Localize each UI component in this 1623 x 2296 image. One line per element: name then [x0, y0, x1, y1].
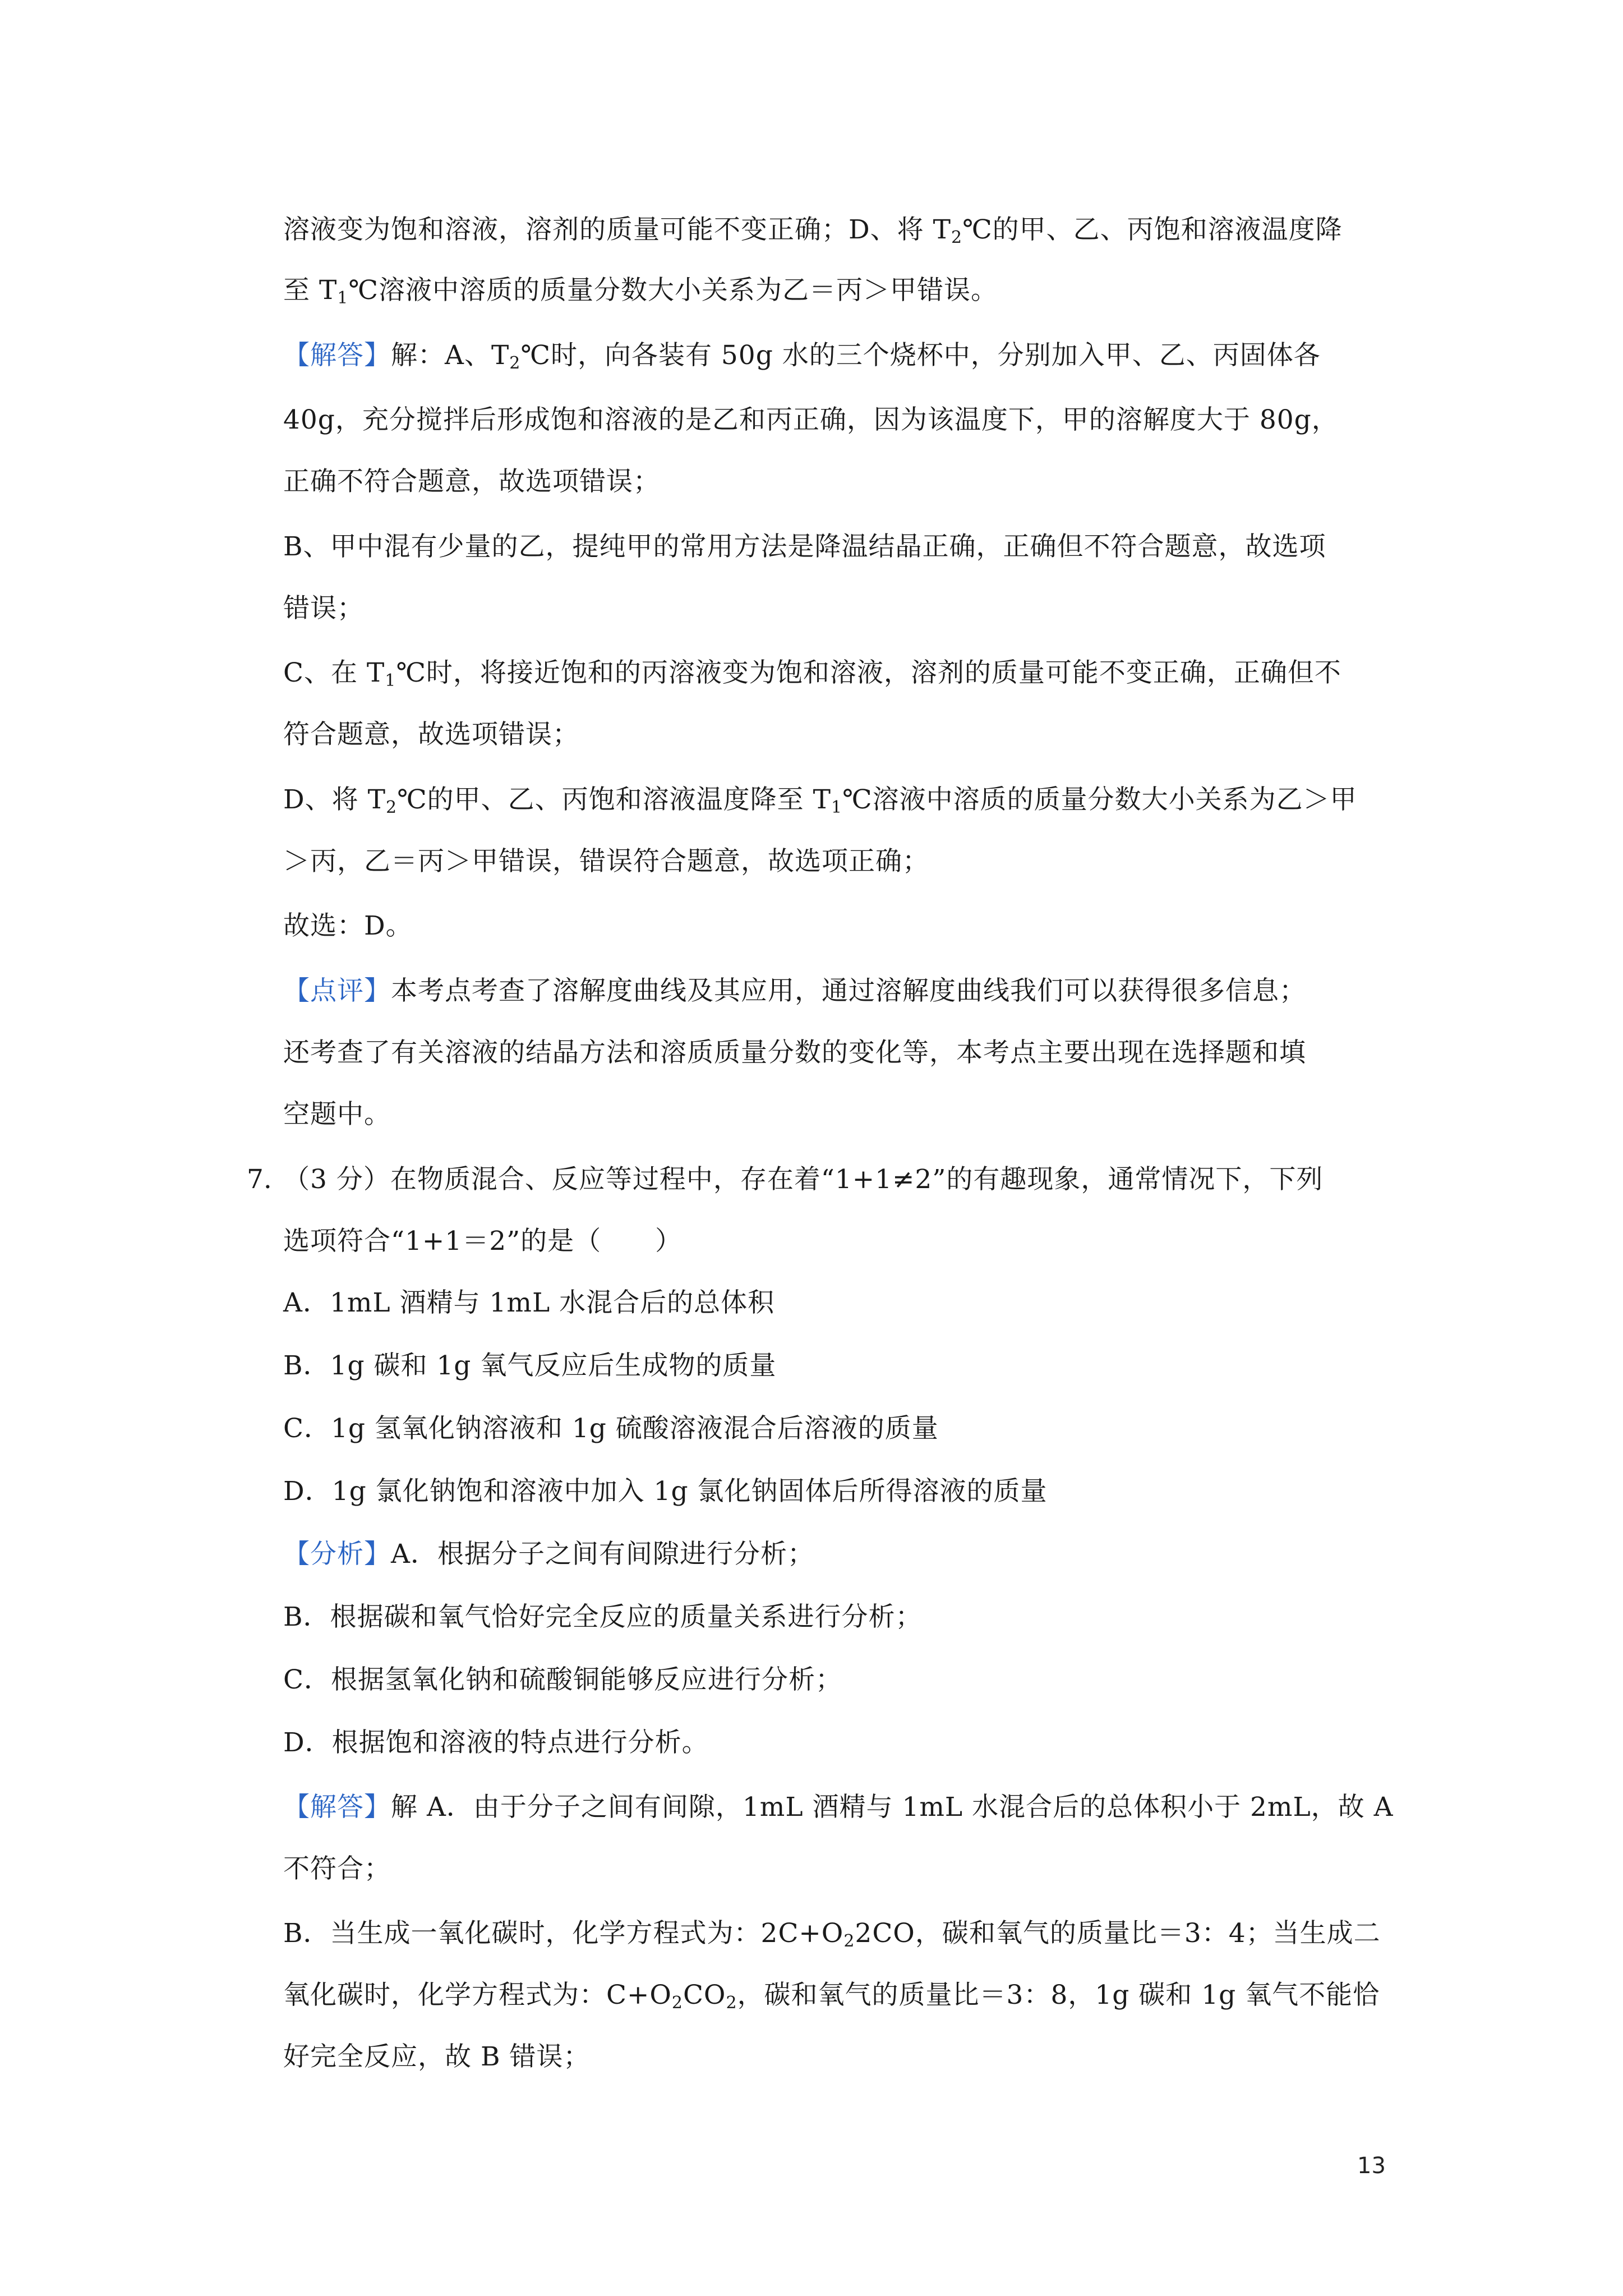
- analysis-line-3: C．根据氢氧化钠和硫酸铜能够反应进行分析；: [283, 1664, 842, 1695]
- question-stem-line-1: （3 分）在物质混合、反应等过程中，存在着“1+1≠2”的有趣现象，通常情况下，下列: [283, 1164, 1324, 1195]
- prev-answer-line-c2: 符合题意，故选项错误；: [283, 719, 579, 750]
- option-b: B．1g 碳和 1g 氧气反应后生成物的质量: [283, 1350, 777, 1381]
- answer-tag-q7: 【解答】: [283, 1792, 391, 1823]
- answer-line-a1: 【解答】解 A．由于分子之间有间隙，1mL 酒精与 1mL 水混合后的总体积小于 2mL，故 A: [283, 1792, 1394, 1823]
- prev-comment-line-2: 还考查了有关溶液的结晶方法和溶质质量分数的变化等，本考点主要出现在选择题和填: [283, 1037, 1306, 1068]
- prev-comment-line-1: 【点评】本考点考查了溶解度曲线及其应用，通过溶解度曲线我们可以获得很多信息；: [283, 976, 1306, 1006]
- question-number: 7.: [247, 1164, 272, 1195]
- answer-line-a2: 不符合；: [283, 1853, 391, 1884]
- option-d: D．1g 氯化钠饱和溶液中加入 1g 氯化钠固体后所得溶液的质量: [283, 1476, 1048, 1507]
- question-stem-line-2: 选项符合“1+1＝2”的是（ ）: [283, 1226, 683, 1257]
- prev-answer-line-a3: 正确不符合题意，故选项错误；: [283, 466, 660, 497]
- answer-line-b1: B．当生成一氧化碳时，化学方程式为：$2C+O_22CO$，碳和氧气的质量比＝3：4；当生成二: [283, 1918, 1381, 1951]
- prev-analysis-line-2: 至 $T_1℃$溶液中溶质的质量分数大小关系为乙＝丙＞甲错误。: [283, 275, 998, 308]
- prev-answer-line-b1: B、甲中混有少量的乙，提纯甲的常用方法是降温结晶正确，正确但不符合题意，故选项: [283, 531, 1326, 562]
- analysis-line-1: 【分析】A．根据分子之间有间隙进行分析；: [283, 1539, 814, 1570]
- prev-answer-line-c1: C、在 $T_1℃$时，将接近饱和的丙溶液变为饱和溶液，溶剂的质量可能不变正确，正确但不: [283, 657, 1341, 691]
- option-c: C．1g 氢氧化钠溶液和 1g 硫酸溶液混合后溶液的质量: [283, 1413, 939, 1444]
- answer-line-b3: 好完全反应，故 B 错误；: [283, 2041, 591, 2072]
- prev-answer-line-a1: 【解答】解：A、$T_2℃$时，向各装有 50g 水的三个烧杯中，分别加入甲、乙、丙固体各: [283, 340, 1321, 373]
- prev-answer-line-b2: 错误；: [283, 593, 364, 624]
- prev-answer-line-d1: D、将 $T_2℃$的甲、乙、丙饱和溶液温度降至 $T_1℃$溶液中溶质的质量分数大小关系为乙＞甲: [283, 784, 1357, 817]
- page-number: 13: [1357, 2153, 1386, 2179]
- analysis-tag: 【分析】: [283, 1539, 391, 1570]
- prev-answer-line-d2: ＞丙，乙＝丙＞甲错误，错误符合题意，故选项正确；: [283, 846, 929, 877]
- prev-answer-line-a2: 40g，充分搅拌后形成饱和溶液的是乙和丙正确，因为该温度下，甲的溶解度大于 80g，: [283, 404, 1339, 435]
- prev-answer-final: 故选：D。: [283, 910, 413, 941]
- comment-tag: 【点评】: [283, 976, 391, 1006]
- prev-comment-line-3: 空题中。: [283, 1099, 391, 1130]
- option-a: A．1mL 酒精与 1mL 水混合后的总体积: [283, 1287, 775, 1318]
- prev-analysis-line-1: 溶液变为饱和溶液，溶剂的质量可能不变正确；D、将 $T_2℃$的甲、乙、丙饱和溶液温度降: [283, 214, 1343, 247]
- answer-tag: 【解答】: [283, 340, 391, 371]
- analysis-line-2: B．根据碳和氧气恰好完全反应的质量关系进行分析；: [283, 1602, 923, 1632]
- answer-line-b2: 氧化碳时，化学方程式为：$C+O_2CO_2$，碳和氧气的质量比＝3：8，1g 碳和 1g 氧气不能恰: [283, 1980, 1380, 2013]
- analysis-line-4: D．根据饱和溶液的特点进行分析。: [283, 1727, 709, 1758]
